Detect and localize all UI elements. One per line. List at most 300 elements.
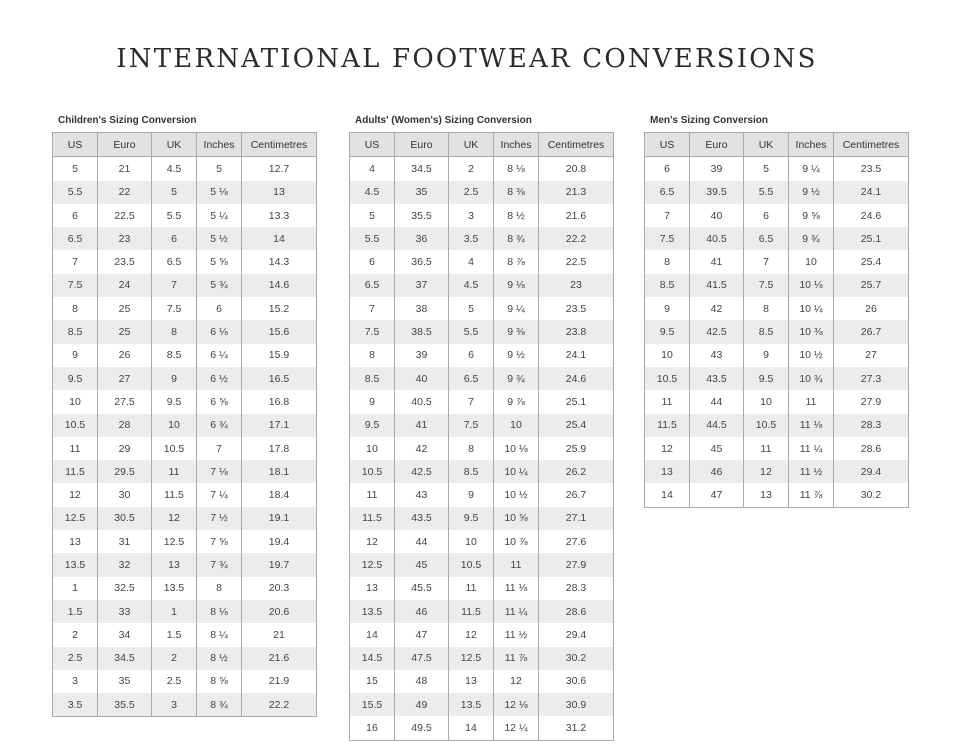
table-cell: 8 ⅝ (197, 670, 242, 693)
table-cell: 8 (350, 344, 395, 367)
table-cell: 30 (98, 483, 152, 506)
table-cell: 33 (98, 600, 152, 623)
table-row (53, 204, 317, 227)
table-cell: 31.2 (565, 722, 587, 735)
column-header: US (53, 133, 98, 157)
column-header: Euro (395, 133, 449, 157)
table-cell: 48 (395, 670, 449, 693)
table-row (645, 414, 909, 437)
column-header: Inches (494, 133, 539, 157)
table-row (645, 297, 909, 320)
table-row (53, 157, 317, 181)
table-cell: 10 ⅞ (494, 530, 539, 553)
table-cell: 11 ½ (494, 623, 539, 646)
table-row (53, 530, 317, 553)
table-cell: 28.6 (539, 600, 614, 623)
table-row (350, 274, 614, 297)
table-cell: 11 (789, 390, 834, 413)
table-cell: 8 ½ (494, 204, 539, 227)
table-cell: 12 (449, 623, 494, 646)
table-cell: 13 (645, 460, 690, 483)
table-cell: 8 (152, 320, 197, 343)
table-cell: 5 ¾ (197, 274, 242, 297)
table-cell: 42.5 (690, 320, 744, 343)
table-cell: 12 (152, 507, 197, 530)
table-row (53, 414, 317, 437)
table-cell: 40.5 (395, 390, 449, 413)
table-row (350, 344, 614, 367)
table-cell: 12.5 (152, 530, 197, 553)
table-cell: 13 (53, 530, 98, 553)
table-cell: 16.5 (242, 367, 317, 390)
table-cell: 35 (98, 670, 152, 693)
table-cell: 5 ½ (197, 227, 242, 250)
table-row (53, 227, 317, 250)
table-cell: 13 (350, 577, 395, 600)
table-row (53, 600, 317, 623)
table-cell: 12 (53, 483, 98, 506)
table-cell: 7 ⅝ (197, 530, 242, 553)
column-header: Euro (98, 133, 152, 157)
table-cell: 10 ¼ (494, 460, 539, 483)
table-row (645, 204, 909, 227)
table-row (350, 530, 614, 553)
table-row (53, 693, 317, 717)
table-cell: 45.5 (395, 577, 449, 600)
table-cell: 20.6 (242, 600, 317, 623)
table-cell: 27.9 (860, 395, 882, 408)
table-cell: 9 ¼ (789, 157, 834, 181)
table-cell: 8 (197, 577, 242, 600)
table-cell: 16 (350, 716, 395, 740)
table-cell: 9 ½ (789, 181, 834, 204)
table-row (645, 460, 909, 483)
table-cell: 8 ½ (197, 647, 242, 670)
table-cell: 29.4 (834, 460, 909, 483)
column-header: Centimetres (242, 133, 317, 157)
table-cell: 8 (645, 250, 690, 273)
table-cell: 13 (152, 553, 197, 576)
table-row (350, 553, 614, 576)
table-cell: 23.5 (860, 162, 882, 175)
table-cell: 7.5 (152, 297, 197, 320)
table-cell: 8 ⅛ (494, 157, 539, 181)
table-cell: 47 (395, 623, 449, 646)
table-cell: 46 (395, 600, 449, 623)
table-cell: 10.5 (645, 367, 690, 390)
table-cell: 5.5 (152, 204, 197, 227)
table-row (350, 227, 614, 250)
table-cell: 14.6 (242, 274, 317, 297)
table-cell: 27.6 (565, 535, 587, 548)
table-cell: 11.5 (645, 414, 690, 437)
table-row (645, 344, 909, 367)
table-row (53, 507, 317, 530)
table-cell: 25.1 (565, 395, 587, 408)
column-header: Inches (197, 133, 242, 157)
table-cell: 8 (53, 297, 98, 320)
table-cell: 14 (449, 716, 494, 740)
table-cell: 11 (645, 390, 690, 413)
table-cell: 7 (53, 250, 98, 273)
table-cell: 3 (449, 204, 494, 227)
table-cell: 30.5 (98, 507, 152, 530)
table-row (350, 367, 614, 390)
table-cell: 21.6 (242, 647, 317, 670)
table-cell: 11 ¼ (494, 600, 539, 623)
table-row (350, 623, 614, 646)
table-cell: 27 (98, 367, 152, 390)
table-cell: 11 (494, 553, 539, 576)
table-cell: 12 ⅛ (494, 693, 539, 716)
table-cell: 8.5 (53, 320, 98, 343)
table-cell: 20.8 (565, 162, 587, 175)
table-cell: 44 (395, 530, 449, 553)
table-cell: 11 (449, 577, 494, 600)
table-cell: 23.5 (98, 250, 152, 273)
table-cell: 11 ⅛ (789, 414, 834, 437)
table-cell: 6.5 (350, 274, 395, 297)
table-cell: 29.5 (98, 460, 152, 483)
table-cell: 46 (690, 460, 744, 483)
table-cell: 34.5 (98, 647, 152, 670)
table-cell: 13.5 (350, 600, 395, 623)
table-cell: 47 (690, 483, 744, 507)
table-row (53, 577, 317, 600)
table-cell: 39.5 (690, 181, 744, 204)
table-cell: 24.1 (565, 349, 587, 362)
table-cell: 26 (98, 344, 152, 367)
table-cell: 2.5 (449, 181, 494, 204)
table-cell: 10 (494, 414, 539, 437)
table-row (645, 390, 909, 413)
table-cell: 7 (152, 274, 197, 297)
table-row (53, 390, 317, 413)
table-cell: 17.8 (268, 442, 290, 455)
table-cell: 7.5 (645, 227, 690, 250)
table-cell: 10 (53, 390, 98, 413)
table-cell: 11 ½ (789, 460, 834, 483)
table-cell: 9 ½ (494, 344, 539, 367)
table-cell: 8.5 (152, 344, 197, 367)
table-cell: 9 (449, 483, 494, 506)
table-row (53, 483, 317, 506)
table-cell: 2 (152, 647, 197, 670)
table-cell: 8 ⅞ (494, 250, 539, 273)
table-cell: 5 ⅝ (197, 250, 242, 273)
table-cell: 13.3 (268, 209, 290, 222)
table-cell: 10.5 (350, 460, 395, 483)
table-cell: 9.5 (744, 367, 789, 390)
table-cell: 9 (350, 390, 395, 413)
table-row (350, 483, 614, 506)
table-cell: 11.5 (350, 507, 395, 530)
table-cell: 4.5 (350, 181, 395, 204)
table-cell: 42.5 (395, 460, 449, 483)
table-cell: 4 (350, 157, 395, 181)
table-cell: 10 (789, 250, 834, 273)
table-cell: 9.5 (152, 390, 197, 413)
table-cell: 13.5 (152, 577, 197, 600)
table-cell: 10.5 (53, 414, 98, 437)
table-cell: 49 (395, 693, 449, 716)
table-cell: 8 (744, 297, 789, 320)
table-cell: 25 (98, 297, 152, 320)
table-cell: 24.6 (860, 209, 882, 222)
table-cell: 6 (197, 297, 242, 320)
table-cell: 9 ¼ (494, 297, 539, 320)
table-cell: 26.7 (565, 489, 587, 502)
table-cell: 12.5 (350, 553, 395, 576)
table-cell: 40 (690, 204, 744, 227)
table-cell: 36 (395, 227, 449, 250)
table-cell: 9.5 (645, 320, 690, 343)
table-row (350, 507, 614, 530)
table-cell: 7 (350, 297, 395, 320)
table-cell: 11.5 (152, 483, 197, 506)
table-row (350, 647, 614, 670)
table-cell: 9.5 (350, 414, 395, 437)
table-cell: 34 (98, 623, 152, 646)
table-cell: 38 (395, 297, 449, 320)
table-cell: 12.5 (53, 507, 98, 530)
table-cell: 13 (449, 670, 494, 693)
table-row (645, 181, 909, 204)
table-cell: 43.5 (395, 507, 449, 530)
table-cell: 9 ⅛ (494, 274, 539, 297)
table-row (350, 670, 614, 693)
table-cell: 7 (449, 390, 494, 413)
column-header: Centimetres (539, 133, 614, 157)
table-cell: 8 ⅛ (197, 600, 242, 623)
table-cell: 3 (53, 670, 98, 693)
table-cell: 7.5 (350, 320, 395, 343)
table-cell: 5 ⅛ (197, 181, 242, 204)
table-cell: 26 (865, 302, 877, 315)
table-cell: 7 ⅛ (197, 460, 242, 483)
table-cell: 2 (53, 623, 98, 646)
table-cell: 8.5 (449, 460, 494, 483)
table-cell: 32.5 (98, 577, 152, 600)
table-cell: 4.5 (152, 157, 197, 181)
table-cell: 8 (449, 437, 494, 460)
table-cell: 21.6 (565, 209, 587, 222)
table-cell: 22.5 (565, 256, 587, 269)
table-cell: 6.5 (152, 250, 197, 273)
table-cell: 22 (98, 181, 152, 204)
table-cell: 7 (197, 437, 242, 460)
table-cell: 10 ⅛ (494, 437, 539, 460)
table-cell: 21 (273, 628, 285, 641)
table-cell: 2 (449, 157, 494, 181)
table-cell: 9 (53, 344, 98, 367)
table-cell: 13.5 (449, 693, 494, 716)
table-cell: 5 (449, 297, 494, 320)
table-row (53, 647, 317, 670)
table-row (350, 320, 614, 343)
table-cell: 35 (395, 181, 449, 204)
table-cell: 5 (350, 204, 395, 227)
table-cell: 13.5 (53, 553, 98, 576)
table-cell: 1.5 (53, 600, 98, 623)
table-cell: 10 ⅝ (494, 507, 539, 530)
table-cell: 9 (744, 344, 789, 367)
table-cell: 41 (395, 414, 449, 437)
table-row (350, 716, 614, 740)
table-row (350, 250, 614, 273)
table-row (645, 320, 909, 343)
table-row (350, 204, 614, 227)
table-cell: 10 ¾ (789, 367, 834, 390)
table-cell: 6.5 (744, 227, 789, 250)
table-cell: 9 ⅜ (494, 320, 539, 343)
table-cell: 7 ½ (197, 507, 242, 530)
table-cell: 9 ⅝ (789, 204, 834, 227)
table-cell: 18.1 (242, 460, 317, 483)
table-cell: 40.5 (690, 227, 744, 250)
table-cell: 4.5 (449, 274, 494, 297)
table-cell: 5 (197, 157, 242, 181)
table-cell: 43 (395, 483, 449, 506)
column-header: Centimetres (834, 133, 909, 157)
table-cell: 2.5 (53, 647, 98, 670)
table-cell: 45 (395, 553, 449, 576)
table-cell: 1 (53, 577, 98, 600)
table-cell: 5.5 (449, 320, 494, 343)
table-cell: 5.5 (53, 181, 98, 204)
table-cell: 40 (395, 367, 449, 390)
table-cell: 6 (744, 204, 789, 227)
table-cell: 11 (744, 437, 789, 460)
table-row (645, 157, 909, 181)
table-cell: 4 (449, 250, 494, 273)
table-cell: 44.5 (690, 414, 744, 437)
table-cell: 7.5 (449, 414, 494, 437)
table-row (645, 274, 909, 297)
table-cell: 44 (690, 390, 744, 413)
table-row (53, 297, 317, 320)
table-cell: 29 (98, 437, 152, 460)
table-header-row (350, 133, 614, 157)
table-cell: 34.5 (395, 157, 449, 181)
table-cell: 25.1 (834, 227, 909, 250)
table-cell: 6 (645, 157, 690, 181)
table-cell: 35.5 (395, 204, 449, 227)
table-cell: 10.5 (152, 437, 197, 460)
table-cell: 12 (350, 530, 395, 553)
table-cell: 8 ¾ (197, 693, 242, 717)
table-cell: 27 (865, 349, 877, 362)
table-cell: 10 ⅜ (789, 320, 834, 343)
column-header: US (350, 133, 395, 157)
table-cell: 6 (350, 250, 395, 273)
table-cell: 49.5 (395, 716, 449, 740)
table-cell: 6 (53, 204, 98, 227)
mens-table-title: Men's Sizing Conversion (650, 115, 768, 126)
table-cell: 27.3 (834, 367, 909, 390)
table-cell: 23.5 (565, 302, 587, 315)
table-cell: 41 (690, 250, 744, 273)
table-cell: 10 (152, 414, 197, 437)
table-row (645, 483, 909, 507)
table-cell: 13 (242, 181, 317, 204)
table-cell: 29.4 (565, 628, 587, 641)
table-cell: 15.6 (242, 320, 317, 343)
table-cell: 14 (350, 623, 395, 646)
table-cell: 10 ¼ (789, 297, 834, 320)
table-cell: 12.5 (449, 647, 494, 670)
table-cell: 25.7 (834, 274, 909, 297)
table-cell: 24 (98, 274, 152, 297)
column-header: US (645, 133, 690, 157)
table-cell: 10 (645, 344, 690, 367)
table-cell: 15.2 (268, 302, 290, 315)
table-cell: 8 ¼ (197, 623, 242, 646)
table-cell: 22.5 (98, 204, 152, 227)
table-row (645, 250, 909, 273)
table-cell: 10.5 (449, 553, 494, 576)
table-header-row (53, 133, 317, 157)
table-cell: 43 (690, 344, 744, 367)
table-row (53, 274, 317, 297)
table-cell: 11 (53, 437, 98, 460)
table-cell: 27.5 (98, 390, 152, 413)
table-cell: 15.5 (350, 693, 395, 716)
table-cell: 6 ¾ (197, 414, 242, 437)
table-row (53, 460, 317, 483)
table-cell: 19.7 (242, 553, 317, 576)
table-cell: 43.5 (690, 367, 744, 390)
table-cell: 36.5 (395, 250, 449, 273)
table-row (350, 414, 614, 437)
table-cell: 42 (395, 437, 449, 460)
table-row (53, 367, 317, 390)
table-cell: 5 (744, 157, 789, 181)
table-cell: 9 ¾ (494, 367, 539, 390)
table-cell: 9 ⅞ (494, 390, 539, 413)
table-cell: 12 (744, 460, 789, 483)
table-cell: 10 (744, 390, 789, 413)
table-row (350, 297, 614, 320)
table-row (53, 437, 317, 460)
table-cell: 5.5 (744, 181, 789, 204)
table-cell: 14.3 (268, 256, 290, 269)
table-row (645, 437, 909, 460)
table-cell: 28.3 (565, 582, 587, 595)
table-cell: 24.6 (539, 367, 614, 390)
table-cell: 7 ¼ (197, 483, 242, 506)
table-cell: 11.5 (53, 460, 98, 483)
table-cell: 25.4 (860, 256, 882, 269)
table-cell: 16.8 (268, 395, 290, 408)
table-cell: 11 ¼ (789, 437, 834, 460)
womens-section (349, 114, 614, 741)
table-row (350, 577, 614, 600)
table-cell: 14 (645, 483, 690, 507)
table-row (350, 460, 614, 483)
table-cell: 26.2 (539, 460, 614, 483)
table-row (53, 181, 317, 204)
table-cell: 12 (494, 670, 539, 693)
table-cell: 25.9 (565, 442, 587, 455)
table-cell: 3.5 (449, 227, 494, 250)
table-cell: 3 (152, 693, 197, 717)
table-cell: 39 (690, 157, 744, 181)
table-cell: 17.1 (242, 414, 317, 437)
table-cell: 12 (645, 437, 690, 460)
table-cell: 11 ⅞ (494, 647, 539, 670)
table-cell: 14.5 (350, 647, 395, 670)
